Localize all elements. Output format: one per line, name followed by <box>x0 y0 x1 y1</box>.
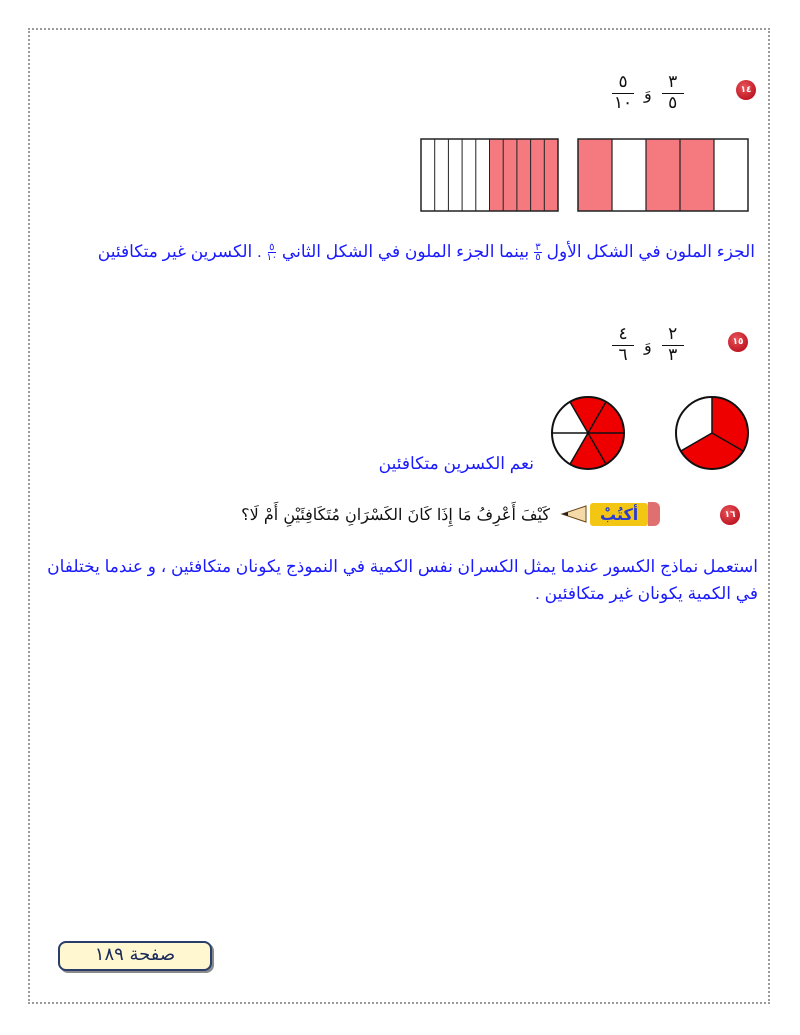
bar-model-tenths <box>421 139 558 211</box>
numerator: ٣ <box>668 72 678 92</box>
circle-model-thirds <box>676 397 748 469</box>
and-connector: وَ <box>644 335 652 355</box>
denominator: ٦ <box>618 344 628 365</box>
numerator: ٢ <box>668 324 678 344</box>
problem-16-badge: ١٦ <box>720 505 740 525</box>
pencil-eraser <box>648 502 660 526</box>
problem-14-fractions <box>612 74 684 113</box>
problem-15-answer: نعم الكسرين متكافئين <box>378 454 534 473</box>
problem-16-answer: استعمل نماذج الكسور عندما يمثل الكسران نفس الكمية في النموذج يكونان متكافئين ، و عندما يختلفان في الكمية يكونان غير متكافئين . <box>47 557 758 603</box>
bar-model-fifths <box>578 139 748 211</box>
denominator: ٥ <box>668 92 678 113</box>
answer-text: . الكسرين غير متكافئين <box>97 242 262 261</box>
answer-text: بينما الجزء الملون في الشكل الثاني <box>281 242 530 261</box>
fraction-five-tenths <box>612 74 634 113</box>
answer-fraction: $\frac{٣}{٥}$ <box>535 242 541 264</box>
numerator: ٤ <box>618 324 628 344</box>
problem-16-question: كَيْفَ أَعْرِفُ مَا إِذَا كَانَ الكَسْرَانِ مُتَكَافِئَيْنِ أَمْ لَا؟ <box>241 505 550 524</box>
denominator: ٣ <box>668 344 678 365</box>
shaded-part <box>578 139 612 211</box>
write-pencil-label <box>560 502 660 526</box>
problem-14-badge: ١٤ <box>736 80 756 100</box>
shaded-region <box>490 139 558 211</box>
problem-15-badge: ١٥ <box>728 332 748 352</box>
fraction-circle-models <box>550 395 760 475</box>
fraction-two-thirds <box>662 326 684 365</box>
numerator: ٥ <box>618 72 628 92</box>
circle-model-sixths <box>552 397 624 469</box>
and-connector: وَ <box>644 83 652 103</box>
fraction-three-fifths <box>662 74 684 113</box>
write-label: أكتُبْ <box>590 503 648 526</box>
page-number-box: صفحة ١٨٩ <box>58 941 212 971</box>
fraction-four-sixths <box>612 326 634 365</box>
answer-text: الجزء الملون في الشكل الأول <box>546 242 755 261</box>
problem-14-answer <box>60 238 755 265</box>
denominator: ١٠ <box>613 92 633 113</box>
pencil-tip-icon <box>560 503 590 525</box>
problem-15-fractions <box>612 326 684 365</box>
answer-fraction: $\frac{٥}{١٠}$ <box>266 242 278 264</box>
fraction-bar-models <box>420 138 750 214</box>
